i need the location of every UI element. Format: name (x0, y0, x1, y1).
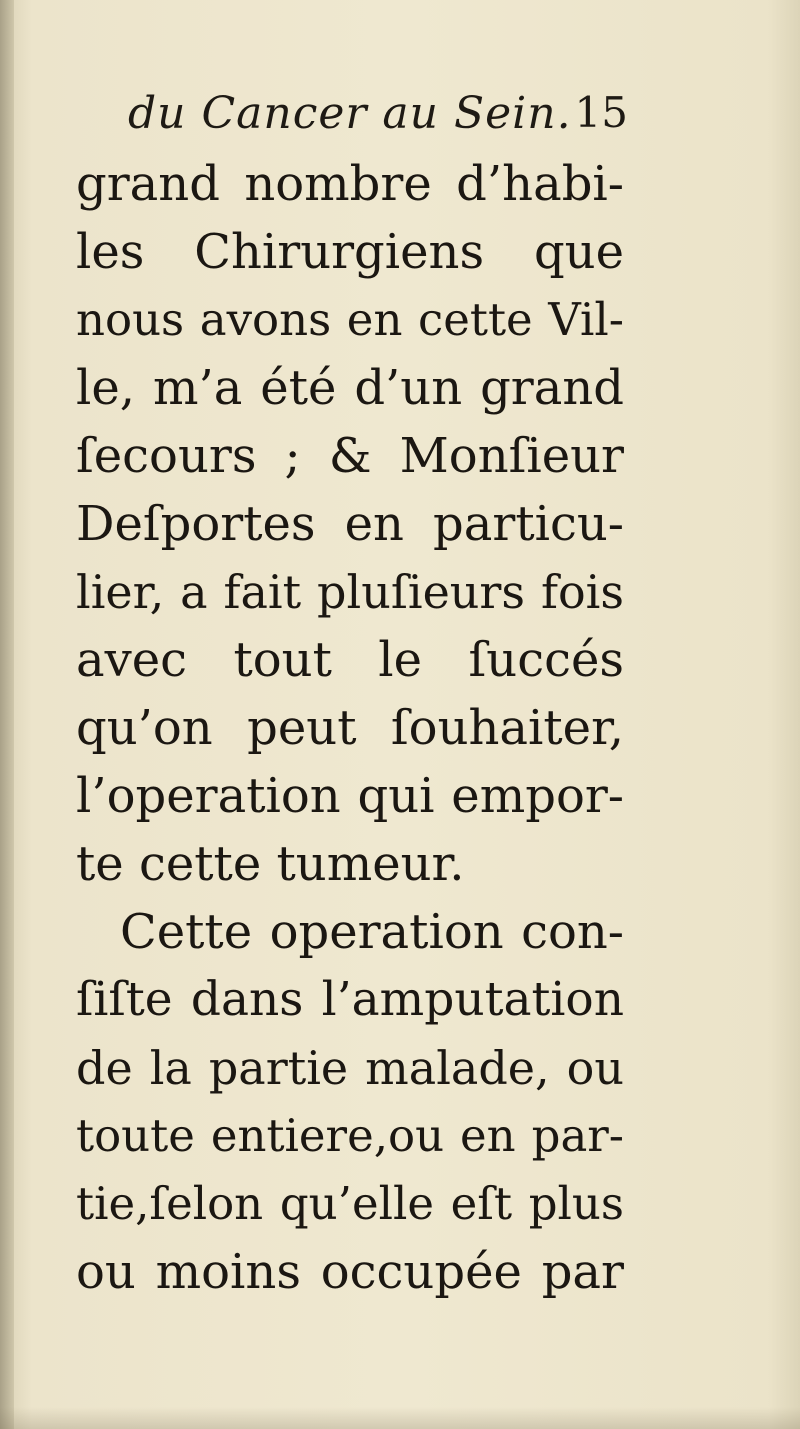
text-line: toute entiere,ou en par- (76, 1109, 624, 1162)
text-line-paragraph-start: Cette operation con- (120, 904, 624, 960)
body-text (76, 150, 624, 1306)
text-line: avec tout le ſuccés (76, 632, 624, 688)
text-line: l’operation qui empor- (76, 768, 624, 824)
page-number: 15 (574, 88, 628, 137)
text-line: tie,ſelon qu’elle eſt plus (76, 1177, 624, 1230)
page-header (128, 88, 628, 148)
text-line: te cette tumeur. (76, 836, 465, 892)
text-line: les Chirurgiens que (76, 224, 624, 280)
text-line: grand nombre d’habi- (76, 156, 624, 212)
page-gutter-shadow (0, 0, 14, 1429)
text-line: qu’on peut ſouhaiter, (76, 700, 624, 756)
text-line: de la partie malade, ou (76, 1041, 624, 1095)
text-line: le, m’a été d’un grand (76, 360, 624, 416)
text-line: ſecours ; & Monſieur (76, 428, 624, 484)
running-title: du Cancer au Sein. (128, 88, 572, 139)
text-line: Deſportes en particu- (76, 496, 624, 552)
text-line: ſiſte dans l’amputation (76, 972, 624, 1027)
page-bottom-edge (0, 1407, 800, 1429)
text-line: ou moins occupée par (76, 1244, 624, 1300)
text-line: nous avons en cette Vil- (76, 293, 624, 346)
text-line: lier, a fait pluſieurs fois (76, 565, 624, 619)
